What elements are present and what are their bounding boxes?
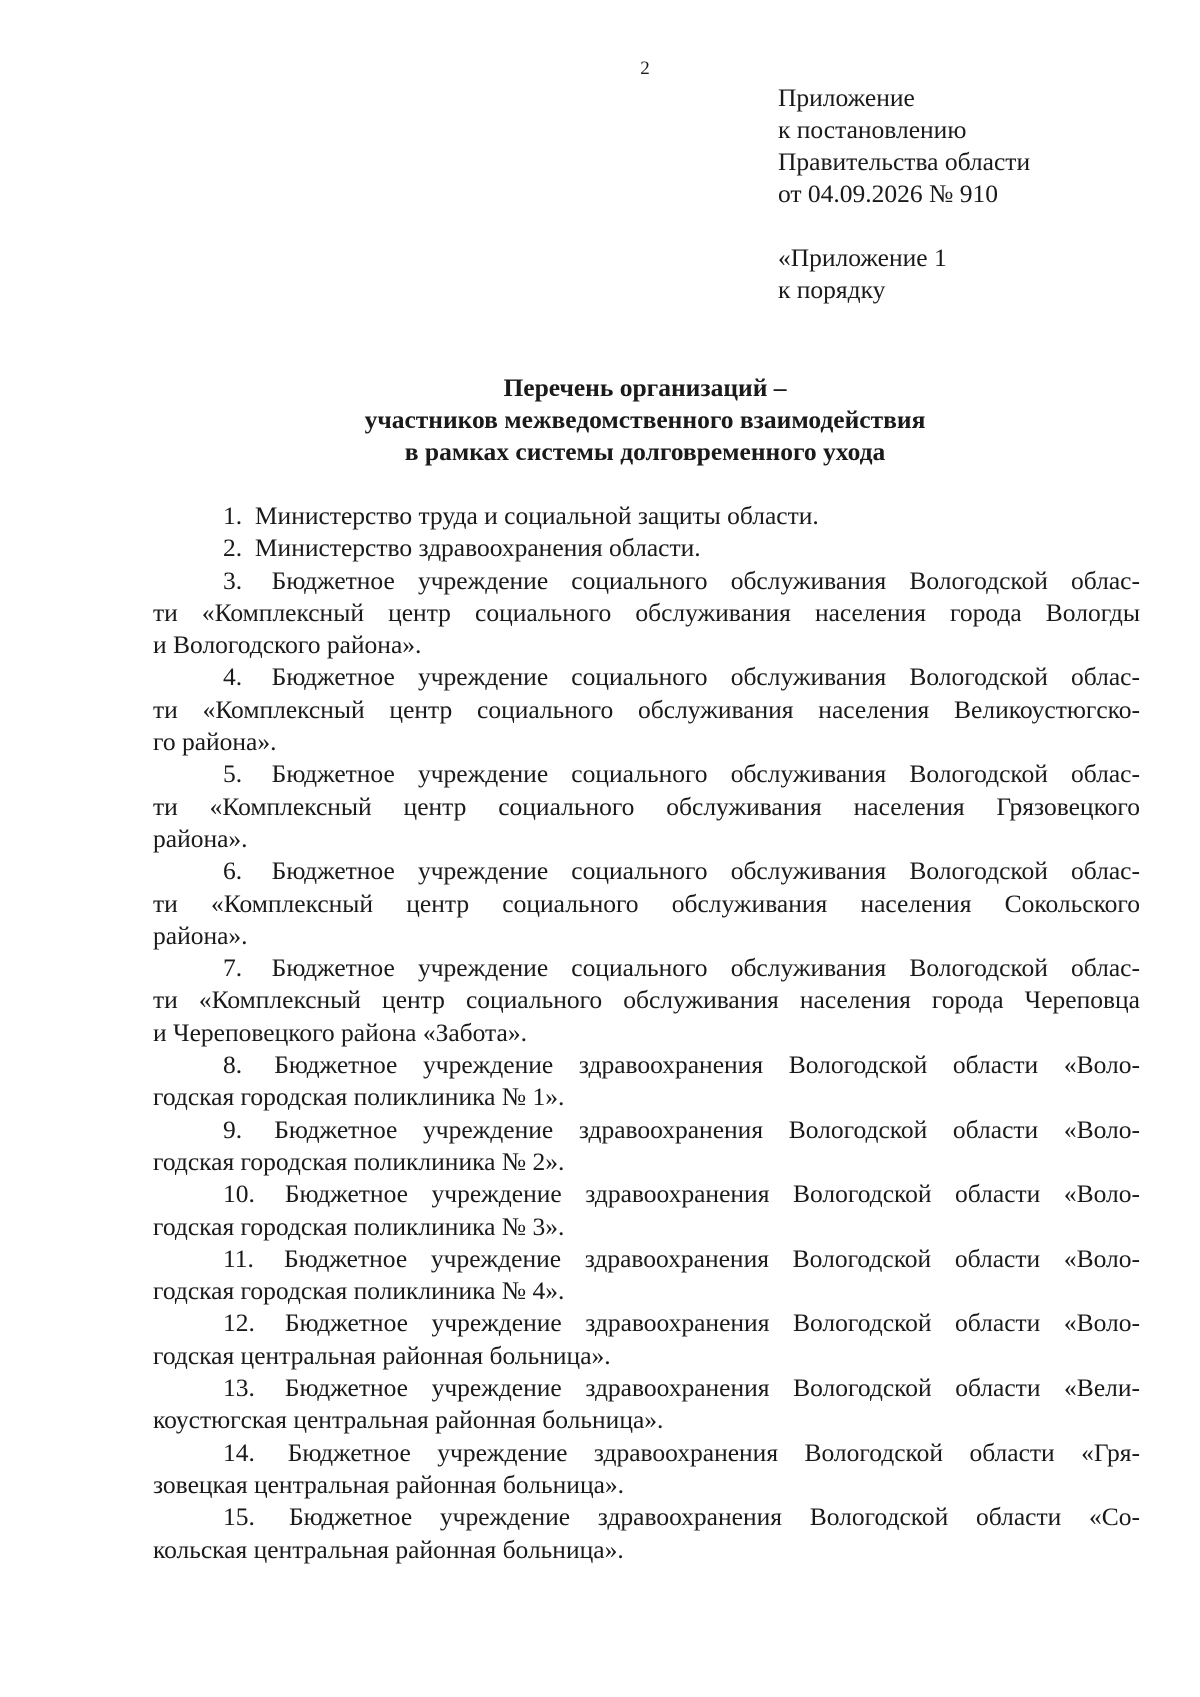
item-text-line: Бюджетное учреждение здравоохранения Вологодской области «Воло- xyxy=(274,1114,1140,1144)
item-text-line: годская городская поликлиника № 3». xyxy=(153,1211,565,1241)
item-text-line: Бюджетное учреждение здравоохранения Вологодской области «Гря- xyxy=(287,1437,1140,1467)
list-item xyxy=(153,532,1140,564)
list-item xyxy=(153,758,1140,855)
item-text-line: ти «Комплексный центр социального обслуживания населения Великоустюгско- xyxy=(153,694,1140,724)
item-number: 4. xyxy=(223,662,243,692)
item-text-line: Бюджетное учреждение социального обслуживания Вологодской облас- xyxy=(271,856,1140,886)
list-item xyxy=(153,952,1140,1049)
item-text-line: годская городская поликлиника № 4». xyxy=(153,1276,565,1306)
approval-line: к постановлению xyxy=(778,115,967,144)
list-item xyxy=(153,1114,1140,1179)
approval-block xyxy=(778,82,1030,306)
item-number: 12. xyxy=(223,1308,255,1338)
item-text-line: зовецкая центральная районная больница». xyxy=(153,1469,625,1499)
item-text-line: коустюгская центральная районная больница». xyxy=(153,1405,664,1435)
spacer xyxy=(778,210,1030,242)
list-item xyxy=(153,1049,1140,1114)
item-text-line: ти «Комплексный центр социального обслуживания населения города Череповца xyxy=(153,985,1140,1015)
item-number: 1. xyxy=(223,501,243,530)
item-text-line: Бюджетное учреждение здравоохранения Вологодской области «Воло- xyxy=(284,1179,1140,1209)
item-text-line: и Вологодского района». xyxy=(153,630,422,660)
item-number: 13. xyxy=(223,1373,255,1403)
item-text-line: и Череповецкого района «Забота». xyxy=(153,1017,527,1047)
item-number: 8. xyxy=(223,1050,243,1080)
item-text-line: Бюджетное учреждение здравоохранения Вологодской области «Со- xyxy=(289,1502,1140,1532)
appendix-line: к порядку xyxy=(778,275,886,304)
item-text-line: кольская центральная районная больница». xyxy=(153,1534,624,1564)
list-item xyxy=(153,1307,1140,1372)
list-item xyxy=(153,500,1140,532)
document-title xyxy=(0,372,1200,468)
list-item xyxy=(153,661,1140,758)
item-text-line: Бюджетное учреждение социального обслуживания Вологодской облас- xyxy=(271,759,1140,789)
title-line: участников межведомственного взаимодействия xyxy=(364,405,926,434)
item-text-line: Бюджетное учреждение социального обслуживания Вологодской облас- xyxy=(271,662,1140,692)
item-text-line: годская городская поликлиника № 2». xyxy=(153,1146,565,1176)
item-number: 6. xyxy=(223,856,243,886)
list-item xyxy=(153,855,1140,952)
item-number: 15. xyxy=(223,1502,255,1532)
item-text-line: годская центральная районная больница». xyxy=(153,1340,611,1370)
item-text-line: ти «Комплексный центр социального обслуживания населения Сокольского xyxy=(153,888,1140,918)
item-text-line: Бюджетное учреждение здравоохранения Вологодской области «Воло- xyxy=(284,1243,1140,1273)
list-item xyxy=(153,1372,1140,1437)
item-text-line: Бюджетное учреждение здравоохранения Вологодской области «Вели- xyxy=(284,1373,1140,1403)
item-number: 10. xyxy=(223,1179,255,1209)
list-item xyxy=(153,1437,1140,1502)
list-item xyxy=(153,1243,1140,1308)
item-number: 7. xyxy=(223,953,243,983)
title-line: в рамках системы долговременного ухода xyxy=(404,437,886,466)
item-number: 2. xyxy=(223,533,243,563)
approval-line: Правительства области xyxy=(778,147,1031,176)
item-text-line: Бюджетное учреждение здравоохранения Вологодской области «Воло- xyxy=(284,1308,1140,1338)
item-text-line: Бюджетное учреждение социального обслуживания Вологодской облас- xyxy=(271,953,1140,983)
item-text-line: ти «Комплексный центр социального обслуживания населения города Вологды xyxy=(153,597,1140,627)
title-line: Перечень организаций – xyxy=(503,373,787,402)
item-text-line: района». xyxy=(153,920,248,950)
item-text-line: го района». xyxy=(153,727,277,757)
item-text-line: Бюджетное учреждение социального обслуживания Вологодской облас- xyxy=(271,565,1140,595)
appendix-line: «Приложение 1 xyxy=(778,243,947,272)
organization-list xyxy=(153,500,1140,1566)
list-item xyxy=(153,1501,1140,1566)
item-number: 11. xyxy=(223,1243,254,1273)
item-text-line: ти «Комплексный центр социального обслуживания населения Грязовецкого xyxy=(153,791,1140,821)
item-text-line: Министерство труда и социальной защиты области. xyxy=(254,501,819,530)
list-item xyxy=(153,565,1140,662)
page-number: 2 xyxy=(640,58,650,79)
item-number: 3. xyxy=(223,565,243,595)
item-text-line: Министерство здравоохранения области. xyxy=(254,533,701,563)
item-text-line: годская городская поликлиника № 1». xyxy=(153,1082,565,1112)
item-number: 9. xyxy=(223,1114,243,1144)
item-text-line: Бюджетное учреждение здравоохранения Вологодской области «Воло- xyxy=(274,1050,1140,1080)
approval-line: от 04.09.2026 № 910 xyxy=(778,179,999,208)
item-number: 14. xyxy=(223,1437,255,1467)
approval-line: Приложение xyxy=(778,83,915,112)
item-number: 5. xyxy=(223,759,243,789)
list-item xyxy=(153,1178,1140,1243)
item-text-line: района». xyxy=(153,823,248,853)
